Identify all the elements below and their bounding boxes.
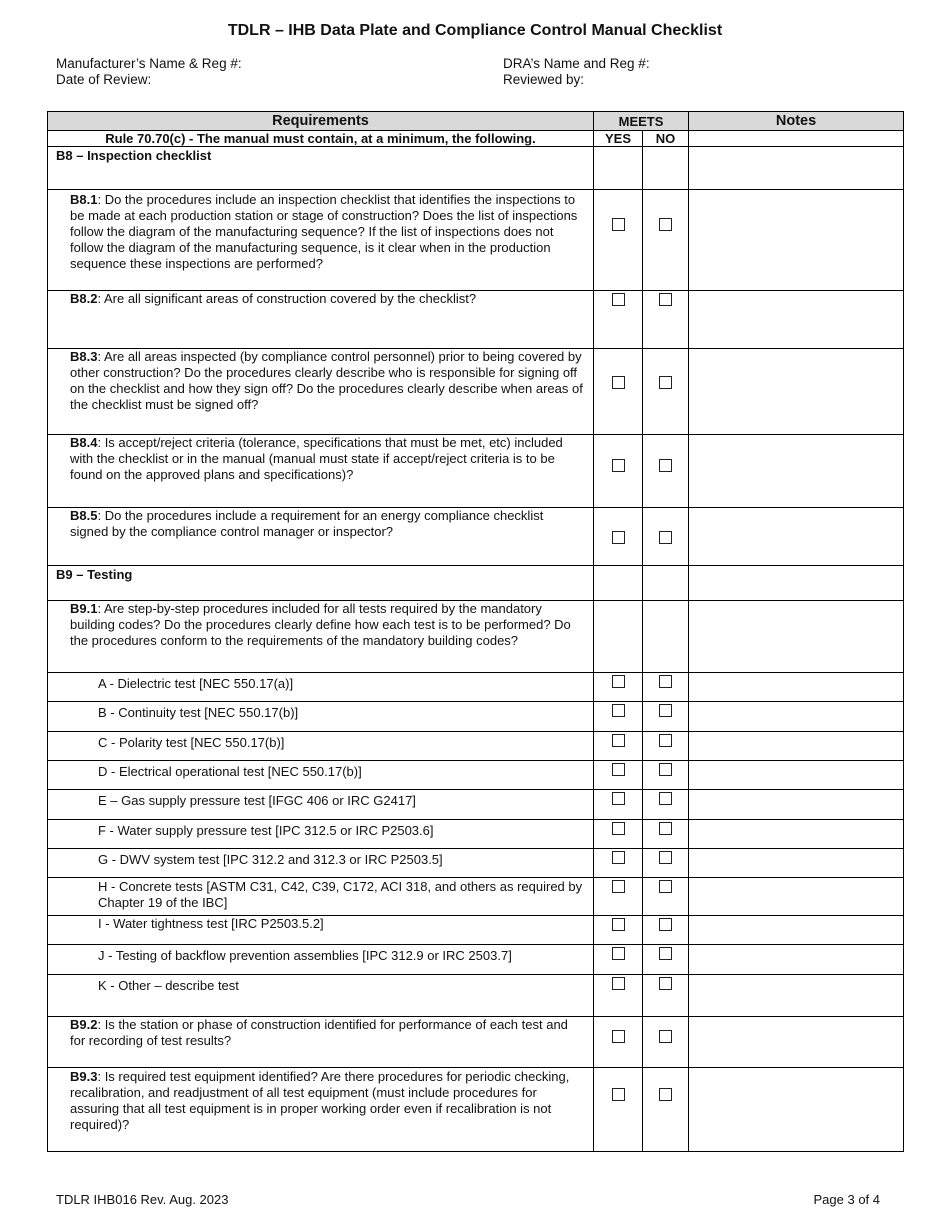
- no-cell: [643, 790, 689, 820]
- yes-checkbox-test-h[interactable]: [612, 880, 625, 893]
- requirement-b8-4: B8.4: Is accept/reject criteria (tolerance, specifications that must be met, etc) included with the checklist or in the manual (manual must state if accept/reject criteria is to be found on the approved plans and specifications)?: [48, 435, 594, 508]
- yes-cell: [594, 508, 643, 566]
- table-row-b8-4: [48, 435, 904, 508]
- no-cell: [643, 291, 689, 349]
- test-label: I - Water tightness test [IRC P2503.5.2]: [48, 916, 594, 945]
- table-row-b9-1: [48, 601, 904, 673]
- yes-checkbox-test-k[interactable]: [612, 977, 625, 990]
- no-cell: [643, 975, 689, 1017]
- yes-cell: [594, 790, 643, 820]
- no-cell: [643, 849, 689, 878]
- test-label: H - Concrete tests [ASTM C31, C42, C39, C172, ACI 318, and others as required by Chapter 19 of the IBC]: [48, 878, 594, 916]
- notes-cell[interactable]: [689, 820, 904, 849]
- table-row-test-f: [48, 820, 904, 849]
- no-checkbox-test-j[interactable]: [659, 947, 672, 960]
- table-row-test-d: [48, 761, 904, 790]
- yes-cell: [594, 761, 643, 790]
- no-cell: [643, 878, 689, 916]
- yes-cell: [594, 975, 643, 1017]
- no-checkbox-test-f[interactable]: [659, 822, 672, 835]
- notes-cell[interactable]: [689, 761, 904, 790]
- table-row-test-j: [48, 945, 904, 975]
- test-label: A - Dielectric test [NEC 550.17(a)]: [48, 673, 594, 702]
- table-row-test-b: [48, 702, 904, 732]
- test-label: C - Polarity test [NEC 550.17(b)]: [48, 732, 594, 761]
- yes-checkbox-b9-2[interactable]: [612, 1030, 625, 1043]
- table-row-b8-5: [48, 508, 904, 566]
- yes-checkbox-b8-5[interactable]: [612, 531, 625, 544]
- yes-cell: [594, 190, 643, 291]
- test-label: E – Gas supply pressure test [IFGC 406 or IRC G2417]: [48, 790, 594, 820]
- table-row-test-a: [48, 673, 904, 702]
- table-row-test-i: [48, 916, 904, 945]
- yes-header: YES: [594, 131, 643, 147]
- yes-checkbox-test-f[interactable]: [612, 822, 625, 835]
- no-checkbox-b8-5[interactable]: [659, 531, 672, 544]
- yes-checkbox-test-a[interactable]: [612, 675, 625, 688]
- test-label: D - Electrical operational test [NEC 550.17(b)]: [48, 761, 594, 790]
- no-cell: [643, 732, 689, 761]
- notes-cell[interactable]: [689, 1017, 904, 1068]
- yes-checkbox-test-d[interactable]: [612, 763, 625, 776]
- no-checkbox-b9-3[interactable]: [659, 1088, 672, 1101]
- notes-cell[interactable]: [689, 732, 904, 761]
- no-checkbox-b8-2[interactable]: [659, 293, 672, 306]
- notes-cell[interactable]: [689, 916, 904, 945]
- requirements-header: Requirements: [48, 112, 594, 131]
- yes-checkbox-b8-2[interactable]: [612, 293, 625, 306]
- section-heading-b8: B8 – Inspection checklist: [48, 147, 594, 190]
- notes-cell[interactable]: [689, 291, 904, 349]
- test-label: J - Testing of backflow prevention assemblies [IPC 312.9 or IRC 2503.7]: [48, 945, 594, 975]
- yes-checkbox-test-e[interactable]: [612, 792, 625, 805]
- subheader-row: [48, 131, 904, 147]
- no-checkbox-test-k[interactable]: [659, 977, 672, 990]
- date-of-review-label: Date of Review:: [56, 72, 152, 87]
- table-row-b8-2: [48, 291, 904, 349]
- test-label: K - Other – describe test: [48, 975, 594, 1017]
- manufacturer-label: Manufacturer’s Name & Reg #:: [56, 56, 242, 71]
- notes-cell[interactable]: [689, 566, 904, 601]
- table-row-test-g: [48, 849, 904, 878]
- yes-cell: [594, 673, 643, 702]
- table-row-test-e: [48, 790, 904, 820]
- table-row-test-c: [48, 732, 904, 761]
- no-cell: [643, 349, 689, 435]
- no-checkbox-test-c[interactable]: [659, 734, 672, 747]
- no-checkbox-b9-2[interactable]: [659, 1030, 672, 1043]
- yes-checkbox-test-c[interactable]: [612, 734, 625, 747]
- dra-label: DRA’s Name and Reg #:: [503, 56, 650, 71]
- yes-cell: [594, 820, 643, 849]
- section-row-b8: [48, 147, 904, 190]
- yes-cell: [594, 1068, 643, 1152]
- notes-cell[interactable]: [689, 849, 904, 878]
- yes-checkbox-b9-3[interactable]: [612, 1088, 625, 1101]
- yes-checkbox-b8-1[interactable]: [612, 218, 625, 231]
- requirement-b8-2: B8.2: Are all significant areas of construction covered by the checklist?: [48, 291, 594, 349]
- meets-header: MEETS: [594, 112, 689, 131]
- no-cell: [643, 508, 689, 566]
- no-checkbox-b8-3[interactable]: [659, 376, 672, 389]
- no-checkbox-test-e[interactable]: [659, 792, 672, 805]
- table-row-test-k: [48, 975, 904, 1017]
- yes-cell: [594, 732, 643, 761]
- no-checkbox-test-a[interactable]: [659, 675, 672, 688]
- notes-cell[interactable]: [689, 508, 904, 566]
- yes-cell: [594, 291, 643, 349]
- yes-cell: [594, 702, 643, 732]
- table-row-b8-1: [48, 190, 904, 291]
- no-cell: [643, 1068, 689, 1152]
- no-cell: [643, 435, 689, 508]
- notes-cell[interactable]: [689, 147, 904, 190]
- checklist-table: [47, 111, 904, 1152]
- table-row-b9-3: [48, 1068, 904, 1152]
- test-label: F - Water supply pressure test [IPC 312.5 or IRC P2503.6]: [48, 820, 594, 849]
- yes-cell: [594, 566, 643, 601]
- requirement-b9-3: B9.3: Is required test equipment identified? Are there procedures for periodic checking, recalibration, and readjustment of all test equipment (must include procedures for assuring that all test equipment is in proper working order even if recalibration is not required)?: [48, 1068, 594, 1152]
- reviewed-by-label: Reviewed by:: [503, 72, 585, 87]
- form-id: TDLR IHB016 Rev. Aug. 2023: [56, 1192, 229, 1207]
- notes-subheader: [689, 131, 904, 147]
- notes-cell[interactable]: [689, 702, 904, 732]
- no-cell: [643, 1017, 689, 1068]
- requirement-b8-3: B8.3: Are all areas inspected (by compliance control personnel) prior to being covered by other construction? Do the procedures clearly describe who is responsible for signing off on the checklist and how they sign off? Do the procedures clearly describe when areas of the checklist must be signed off?: [48, 349, 594, 435]
- yes-cell: [594, 849, 643, 878]
- header-row: [48, 112, 904, 131]
- no-cell: [643, 566, 689, 601]
- meta-left: [56, 56, 242, 88]
- notes-cell[interactable]: [689, 190, 904, 291]
- notes-header: Notes: [689, 112, 904, 131]
- test-label: B - Continuity test [NEC 550.17(b)]: [48, 702, 594, 732]
- section-heading-b9: B9 – Testing: [48, 566, 594, 601]
- no-checkbox-test-b[interactable]: [659, 704, 672, 717]
- yes-checkbox-test-b[interactable]: [612, 704, 625, 717]
- yes-cell: [594, 435, 643, 508]
- notes-cell[interactable]: [689, 878, 904, 916]
- test-label: G - DWV system test [IPC 312.2 and 312.3 or IRC P2503.5]: [48, 849, 594, 878]
- notes-cell[interactable]: [689, 349, 904, 435]
- yes-cell: [594, 916, 643, 945]
- notes-cell[interactable]: [689, 435, 904, 508]
- yes-cell: [594, 878, 643, 916]
- no-checkbox-test-d[interactable]: [659, 763, 672, 776]
- yes-cell: [594, 601, 643, 673]
- no-cell: [643, 190, 689, 291]
- no-cell: [643, 702, 689, 732]
- notes-cell[interactable]: [689, 673, 904, 702]
- no-checkbox-test-g[interactable]: [659, 851, 672, 864]
- no-cell: [643, 673, 689, 702]
- no-checkbox-test-i[interactable]: [659, 918, 672, 931]
- section-row-b9: [48, 566, 904, 601]
- requirement-b8-1: B8.1: Do the procedures include an inspection checklist that identifies the inspections to be made at each production station or stage of construction? Does the list of inspections follow the diagram of the manufacturing sequence? If the list of inspections does not follow the diagram of the manufacturing sequence, is it clear when in the production sequence these inspections are performed?: [48, 190, 594, 291]
- table-row-b8-3: [48, 349, 904, 435]
- notes-cell[interactable]: [689, 945, 904, 975]
- no-checkbox-b8-1[interactable]: [659, 218, 672, 231]
- rule-text: Rule 70.70(c) - The manual must contain, at a minimum, the following.: [48, 131, 594, 147]
- requirement-b9-1: B9.1: Are step-by-step procedures included for all tests required by the mandatory building codes? Do the procedures clearly define how each test is to be performed? Do the procedures conform to the requirements of the mandatory building codes?: [48, 601, 594, 673]
- yes-cell: [594, 945, 643, 975]
- no-cell: [643, 761, 689, 790]
- no-cell: [643, 820, 689, 849]
- yes-cell: [594, 349, 643, 435]
- notes-cell[interactable]: [689, 1068, 904, 1152]
- yes-checkbox-test-g[interactable]: [612, 851, 625, 864]
- no-checkbox-test-h[interactable]: [659, 880, 672, 893]
- notes-cell[interactable]: [689, 601, 904, 673]
- yes-cell: [594, 1017, 643, 1068]
- table-row-test-h: [48, 878, 904, 916]
- page-number: Page 3 of 4: [813, 1192, 880, 1207]
- no-cell: [643, 601, 689, 673]
- yes-checkbox-test-i[interactable]: [612, 918, 625, 931]
- no-header: NO: [643, 131, 689, 147]
- no-cell: [643, 147, 689, 190]
- yes-checkbox-test-j[interactable]: [612, 947, 625, 960]
- notes-cell[interactable]: [689, 790, 904, 820]
- yes-checkbox-b8-3[interactable]: [612, 376, 625, 389]
- meta-right: [503, 56, 650, 88]
- no-cell: [643, 945, 689, 975]
- yes-cell: [594, 147, 643, 190]
- no-cell: [643, 916, 689, 945]
- page-title: TDLR – IHB Data Plate and Compliance Control Manual Checklist: [227, 22, 723, 39]
- no-checkbox-b8-4[interactable]: [659, 459, 672, 472]
- requirement-b9-2: B9.2: Is the station or phase of construction identified for performance of each test and for recording of test results?: [48, 1017, 594, 1068]
- requirement-b8-5: B8.5: Do the procedures include a requirement for an energy compliance checklist signed by the compliance control manager or inspector?: [48, 508, 594, 566]
- yes-checkbox-b8-4[interactable]: [612, 459, 625, 472]
- table-row-b9-2: [48, 1017, 904, 1068]
- notes-cell[interactable]: [689, 975, 904, 1017]
